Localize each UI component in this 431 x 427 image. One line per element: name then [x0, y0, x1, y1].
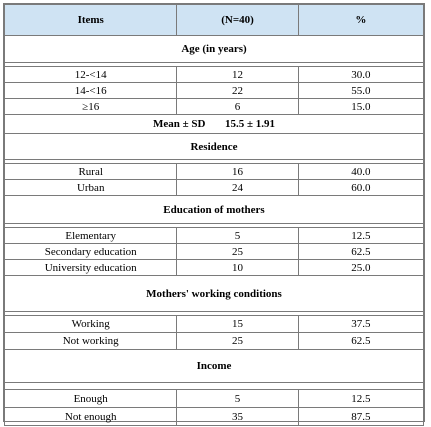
- demographics-table-container: [3, 3, 425, 422]
- table-row: [5, 333, 424, 350]
- table-row: [5, 83, 424, 99]
- row-percent: 40.0: [298, 164, 423, 180]
- header-n: (N=40): [177, 5, 298, 36]
- section-row-income: [5, 350, 424, 383]
- section-title-income: Income: [5, 350, 424, 383]
- row-n: 5: [177, 390, 298, 408]
- table-row: [5, 260, 424, 276]
- row-percent: 25.0: [298, 260, 423, 276]
- row-percent: 30.0: [298, 67, 423, 83]
- row-percent: 62.5: [298, 244, 423, 260]
- row-label: Enough: [5, 390, 177, 408]
- spacer-row: [5, 383, 424, 390]
- section-row-education: [5, 196, 424, 224]
- row-label: Not working: [5, 333, 177, 350]
- row-n: 25: [177, 244, 298, 260]
- row-n: 6: [177, 99, 298, 115]
- section-title-education: Education of mothers: [5, 196, 424, 224]
- table-row: [5, 164, 424, 180]
- section-row-working: [5, 276, 424, 312]
- section-title-residence: Residence: [5, 134, 424, 160]
- section-row-age: [5, 36, 424, 63]
- row-n: 16: [177, 164, 298, 180]
- row-percent: 87.5: [298, 408, 423, 426]
- table-row: [5, 408, 424, 426]
- table-row: [5, 316, 424, 333]
- mean-sd-row: [5, 115, 424, 134]
- table-row: [5, 99, 424, 115]
- header-items: Items: [5, 5, 177, 36]
- row-label: University education: [5, 260, 177, 276]
- row-n: 15: [177, 316, 298, 333]
- row-label: Rural: [5, 164, 177, 180]
- table-header-row: [5, 5, 424, 36]
- row-n: 12: [177, 67, 298, 83]
- row-n: 35: [177, 408, 298, 426]
- row-n: 24: [177, 180, 298, 196]
- section-row-residence: [5, 134, 424, 160]
- table-row: [5, 228, 424, 244]
- row-label: Elementary: [5, 228, 177, 244]
- row-label: ≥16: [5, 99, 177, 115]
- row-label: Working: [5, 316, 177, 333]
- row-label: 14-<16: [5, 83, 177, 99]
- header-percent: %: [298, 5, 423, 36]
- mean-sd-label: Mean ± SD: [152, 118, 206, 130]
- row-n: 22: [177, 83, 298, 99]
- row-n: 10: [177, 260, 298, 276]
- row-percent: 37.5: [298, 316, 423, 333]
- section-title-working: Mothers' working conditions: [5, 276, 424, 312]
- row-label: 12-<14: [5, 67, 177, 83]
- row-label: Secondary education: [5, 244, 177, 260]
- table-row: [5, 180, 424, 196]
- mean-sd-value: 15.5 ± 1.91: [224, 118, 276, 130]
- table-row: [5, 390, 424, 408]
- row-n: 25: [177, 333, 298, 350]
- section-title-age: Age (in years): [5, 36, 424, 63]
- row-label: Not enough: [5, 408, 177, 426]
- table-row: [5, 67, 424, 83]
- row-n: 5: [177, 228, 298, 244]
- demographics-table: [4, 4, 424, 426]
- row-label: Urban: [5, 180, 177, 196]
- row-percent: 55.0: [298, 83, 423, 99]
- row-percent: 62.5: [298, 333, 423, 350]
- row-percent: 12.5: [298, 390, 423, 408]
- row-percent: 60.0: [298, 180, 423, 196]
- row-percent: 15.0: [298, 99, 423, 115]
- row-percent: 12.5: [298, 228, 423, 244]
- table-row: [5, 244, 424, 260]
- mean-sd-cell: [5, 115, 424, 134]
